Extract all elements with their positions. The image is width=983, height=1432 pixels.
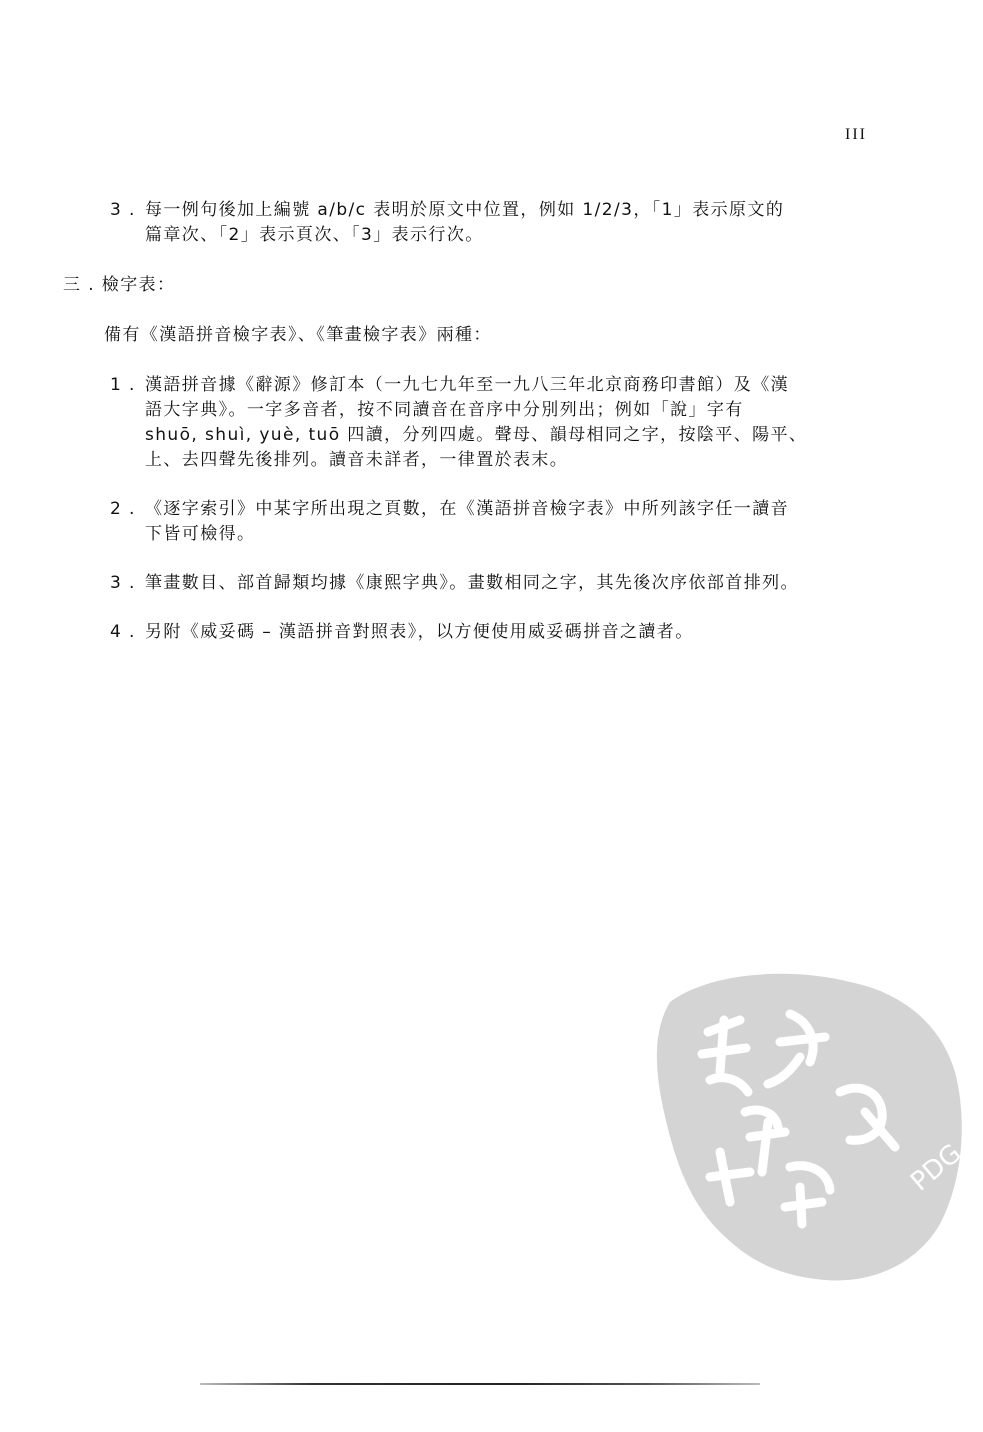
item-number: 4 . (110, 622, 136, 642)
page-number: III (845, 126, 867, 143)
stamp-text: PDG (905, 1138, 968, 1198)
item-number: 1 . (110, 375, 136, 395)
item-line: shuō, shuì, yuè, tuō 四讀，分列四處。聲母、韻母相同之字，按陰平、陽平、 (145, 425, 808, 445)
item-line: 漢語拼音據《辭源》修訂本（一九七九年至一九八三年北京商務印書館）及《漢 (145, 375, 789, 395)
item-line: 另附《威妥碼 – 漢語拼音對照表》，以方便使用威妥碼拼音之讀者。 (145, 622, 694, 642)
list-item (110, 198, 890, 248)
watermark-stamp (650, 962, 970, 1292)
item-line: 每一例句後加上編號 a/b/c 表明於原文中位置，例如 1/2/3，「1」表示原文的 (145, 200, 785, 220)
list-item (110, 373, 890, 473)
item-number: 3 . (110, 573, 136, 593)
item-line: 語大字典》。一字多音者，按不同讀音在音序中分別列出；例如「說」字有 (145, 400, 744, 420)
stamp-shape (657, 974, 962, 1281)
section-intro: 備有《漢語拼音檢字表》、《筆畫檢字表》兩種： (104, 325, 492, 345)
list-item (110, 571, 890, 596)
list-item (110, 497, 890, 547)
section-heading: 三 . 檢字表： (63, 275, 176, 295)
item-line: 篇章次、「2」表示頁次、「3」表示行次。 (145, 225, 484, 245)
item-number: 2 . (110, 499, 136, 519)
item-line: 《逐字索引》中某字所出現之頁數，在《漢語拼音檢字表》中所列該字任一讀音 (145, 499, 789, 519)
item-number: 3 . (110, 200, 136, 220)
item-line: 下皆可檢得。 (145, 524, 256, 544)
bottom-rule (200, 1383, 760, 1385)
item-line: 筆畫數目、部首歸類均據《康熙字典》。畫數相同之字，其先後次序依部首排列。 (145, 573, 799, 593)
item-line: 上、去四聲先後排列。讀音未詳者，一律置於表末。 (145, 450, 569, 470)
list-item (110, 620, 890, 645)
